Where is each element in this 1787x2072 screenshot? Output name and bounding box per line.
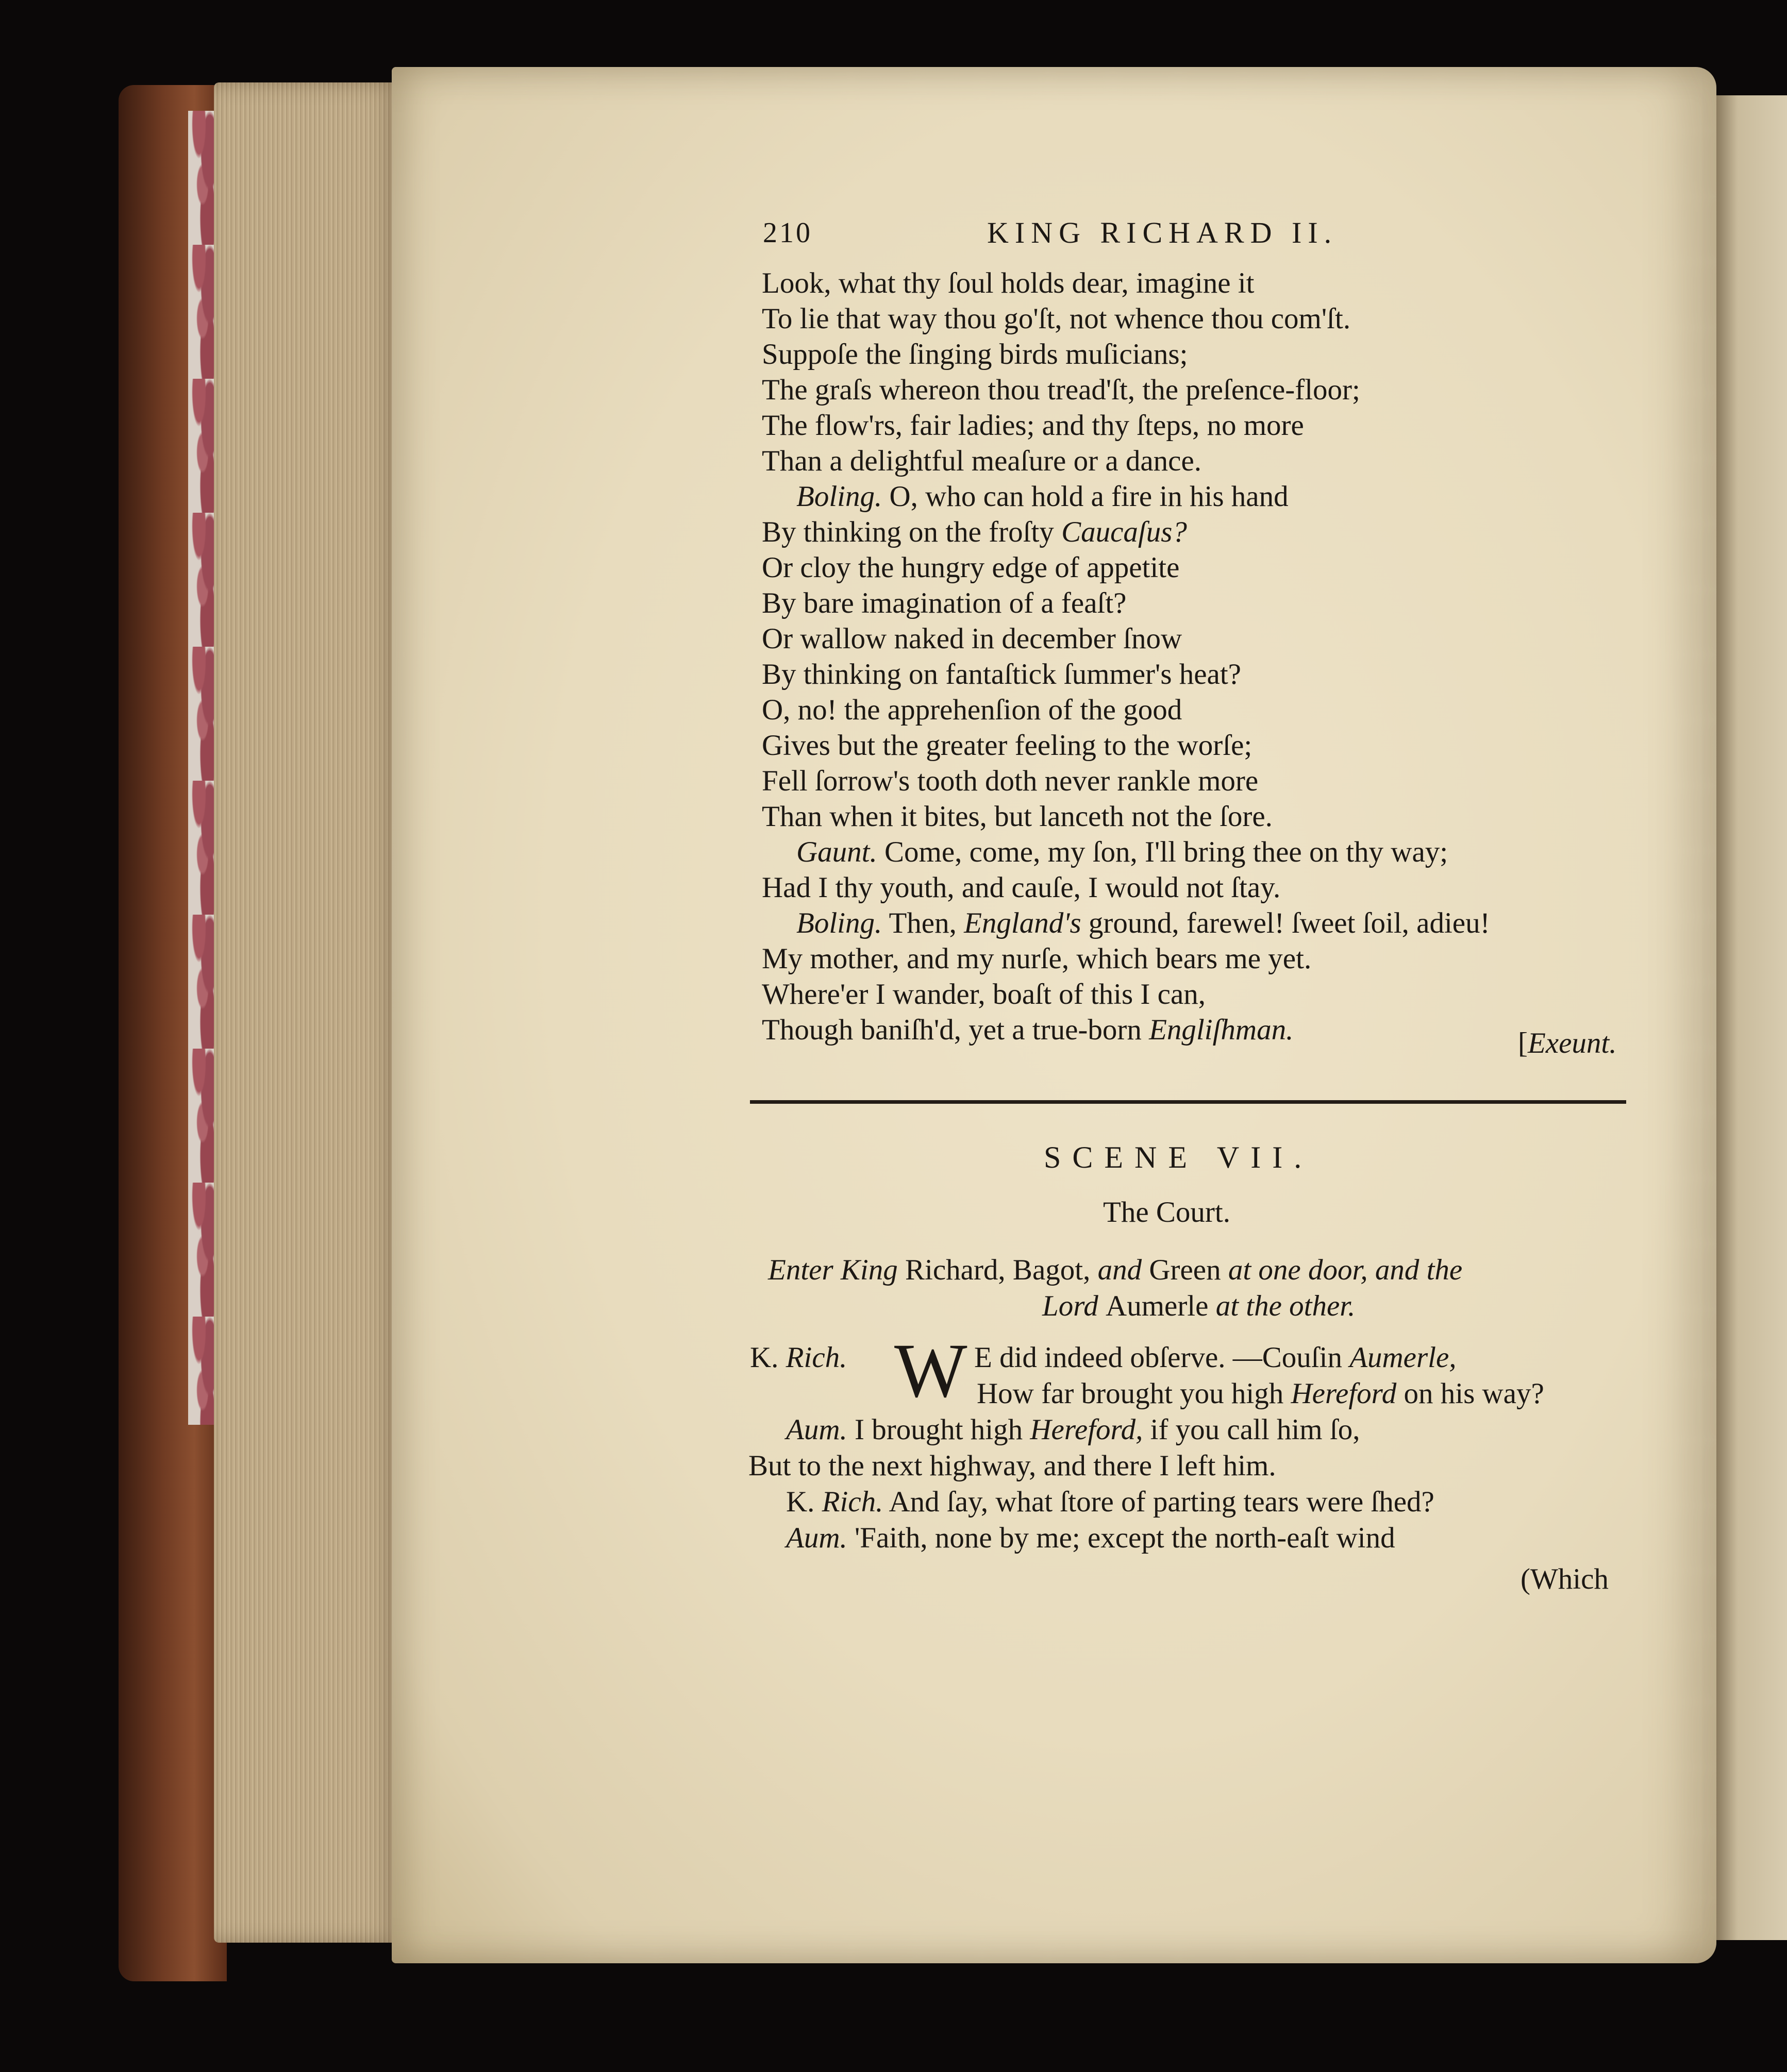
line-text: E did indeed obſerve. —Couſin (974, 1341, 1350, 1374)
scene-setting: The Court. (1103, 1196, 1230, 1228)
verse-line (762, 514, 1187, 550)
line-italic: Aumerle, (1349, 1341, 1457, 1374)
line-text: Had I thy youth, and cauſe, I would not ſtay. (762, 871, 1281, 904)
aum-speech-1 (786, 1412, 1360, 1447)
verse-line (762, 372, 1360, 408)
speaker-prefix: K. (786, 1486, 822, 1518)
line-text: By thinking on the froſty (762, 516, 1062, 548)
verse-line (762, 799, 1273, 834)
speaker-name: Boling. (796, 907, 882, 939)
verse-line (762, 870, 1280, 905)
speaker-name: Aum. (786, 1522, 847, 1554)
line-text: Though baniſh'd, yet a true-born (762, 1014, 1149, 1046)
line-text: Look, what thy ſoul holds dear, imagine it (762, 267, 1255, 299)
line-text: O, no! the apprehenſion of the good (762, 694, 1182, 726)
line-text-b: if you call him ſo, (1143, 1413, 1360, 1446)
direction-italic: at one door, and the (1228, 1254, 1463, 1286)
line-text: The flow'rs, fair ladies; and thy ſteps, no more (762, 409, 1304, 442)
verse-line (796, 905, 1490, 941)
speaker-name: Gaunt. (796, 836, 877, 868)
running-title: KING RICHARD II. (987, 216, 1338, 249)
direction-italic: and (1097, 1254, 1149, 1286)
verse-line (762, 265, 1254, 301)
speaker-name: Rich. (786, 1341, 847, 1374)
krich-line-1-rest (974, 1340, 1457, 1375)
direction-name: Aumerle (1106, 1290, 1216, 1322)
line-italic: Caucaſus? (1061, 516, 1187, 548)
speaker-name: Boling. (796, 480, 882, 513)
line-text: Than a delightful meaſure or a dance. (762, 445, 1202, 477)
section-rule (750, 1100, 1626, 1104)
line-italic: Engliſhman. (1149, 1014, 1294, 1046)
line-text: Gives but the greater feeling to the worſe; (762, 729, 1252, 762)
page-number: 210 (763, 217, 812, 249)
line-text: Suppoſe the ſinging birds muſicians; (762, 338, 1188, 370)
line-text: Than when it bites, but lanceth not the ſore. (762, 800, 1273, 833)
line-text: My mother, and my nurſe, which bears me yet. (762, 942, 1312, 975)
verse-line (796, 834, 1448, 870)
line-italic: England's (964, 907, 1081, 939)
speaker-name: Rich. (822, 1486, 883, 1518)
line-text: Where'er I wander, boaſt of this I can, (762, 978, 1206, 1010)
exeunt-bracket: [ (1518, 1027, 1528, 1059)
krich-line-2 (977, 1376, 1544, 1411)
entry-direction-line-1 (768, 1252, 1462, 1288)
speaker-name: Aum. (786, 1413, 847, 1446)
scene-title: SCENE VII. (1044, 1140, 1313, 1174)
verse-line (762, 336, 1188, 372)
krich-speech-2 (786, 1484, 1434, 1520)
verse-line (762, 621, 1182, 656)
line-text: By bare imagination of a feaſt? (762, 587, 1127, 619)
line-text: How far brought you high (977, 1377, 1291, 1410)
verse-line (762, 692, 1182, 728)
verse-line (796, 479, 1289, 514)
line-italic: Hereford (1291, 1377, 1397, 1410)
verse-line (762, 408, 1304, 443)
drop-cap: W (894, 1328, 967, 1413)
verse-line (762, 550, 1179, 585)
line-text: Then, (889, 907, 964, 939)
line-text: Fell ſorrow's tooth doth never rankle more (762, 765, 1259, 797)
verse-line (762, 763, 1258, 799)
facing-page-edge (1716, 95, 1787, 1940)
verse-line (762, 301, 1350, 336)
direction-italic: at the other. (1215, 1290, 1356, 1322)
verse-line (762, 585, 1126, 621)
line-text: Or cloy the hungry edge of appetite (762, 551, 1180, 584)
exeunt-text: Exeunt. (1527, 1027, 1617, 1059)
verse-line (762, 976, 1206, 1012)
krich-speech-line-1 (750, 1340, 847, 1375)
line-text: I brought high (847, 1413, 1030, 1446)
aum-speech-1-cont: But to the next highway, and there I left him. (748, 1450, 1276, 1482)
verse-line (762, 443, 1201, 479)
entry-direction-line-2 (1042, 1288, 1355, 1324)
page-edges (214, 82, 399, 1943)
catchword: (Which (1521, 1563, 1609, 1595)
line-text: To lie that way thou go'ſt, not whence thou com'ſt. (762, 302, 1351, 335)
line-italic: Hereford, (1030, 1413, 1143, 1446)
line-text-b: on his way? (1396, 1377, 1544, 1410)
line-text-b: ground, farewel! ſweet ſoil, adieu! (1081, 907, 1490, 939)
line-text: By thinking on fantaſtick ſummer's heat? (762, 658, 1241, 690)
verse-line (762, 656, 1241, 692)
line-text: Or wallow naked in december ſnow (762, 622, 1182, 655)
direction-name: Green (1149, 1254, 1228, 1286)
line-text: 'Faith, none by me; except the north-eaſt wind (847, 1522, 1395, 1554)
verse-line (762, 941, 1311, 976)
speaker-prefix: K. (750, 1341, 786, 1374)
verse-line (762, 728, 1252, 763)
aum-speech-2 (786, 1520, 1395, 1556)
line-text: Come, come, my ſon, I'll bring thee on thy way; (884, 836, 1448, 868)
line-text: The graſs whereon thou tread'ſt, the preſence-floor; (762, 374, 1360, 406)
line-text: O, who can hold a fire in his hand (889, 480, 1289, 513)
verse-line (762, 1012, 1293, 1048)
line-text: And ſay, what ſtore of parting tears were ſhed? (883, 1486, 1434, 1518)
stage-direction-exeunt (1518, 1025, 1617, 1061)
direction-name: Richard, Bagot, (905, 1254, 1098, 1286)
direction-italic: Enter King (768, 1254, 905, 1286)
direction-italic: Lord (1042, 1290, 1106, 1322)
